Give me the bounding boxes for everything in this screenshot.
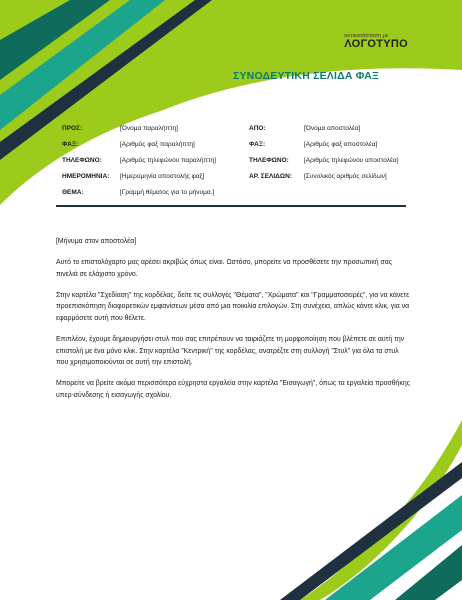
fax-to-label: ΦΑΞ:	[62, 141, 79, 148]
body-paragraph[interactable]: Αυτό το επιστολόχαρτο μας αρέσει ακριβώς όπως είναι. Ωστόσο, μπορείτε να προσθέσετε την προσωπική σας πινελιά σε ελάχιστο χρόνο.	[56, 259, 393, 278]
fax-to-value[interactable]: [Αριθμός φαξ παραλήπτη]	[120, 141, 195, 148]
pages-value[interactable]: [Συνολικός αριθμός σελίδων]	[304, 173, 387, 180]
header-divider	[56, 205, 406, 207]
to-label: ΠΡΟΣ:	[62, 125, 83, 132]
logo-text: ΛΟΓΟΤΥΠΟ	[344, 38, 408, 50]
phone-to-label: ΤΗΛΕΦΩΝΟ:	[62, 157, 102, 164]
phone-from-label: ΤΗΛΕΦΩΝΟ:	[249, 157, 289, 164]
subject-value[interactable]: [Γραμμή θέματος για το μήνυμα.]	[120, 189, 215, 196]
page-title: ΣΥΝΟΔΕΥΤΙΚΗ ΣΕΛΙΔΑ ΦΑΞ	[232, 70, 380, 82]
to-value[interactable]: [Όνομα παραλήπτη]	[120, 125, 178, 132]
body-paragraph[interactable]: Επιπλέον, έχουμε δημιουργήσει στυλ που σας επιτρέπουν να ταιριάζετε τη μορφοποίηση που βλέπετε σε αυτή την επιστολή με ένα μόνο κλικ. Στην καρτέλα "Κεντρική" της κορδέλας, ανατρέξτε στη συλλογή "Στυλ" για όλα τα στυλ που χρησιμοποιούνται σε αυτή την επιστολή.	[56, 336, 405, 367]
date-value[interactable]: [Ημερομηνία αποστολής φαξ]	[120, 173, 205, 180]
message-placeholder[interactable]: [Μήνυμα στον αποστολέα]	[56, 238, 137, 245]
fax-from-label: ΦΑΞ:	[249, 141, 266, 148]
from-value[interactable]: [Όνομα αποστολέα]	[304, 125, 361, 132]
logo-placeholder[interactable]	[344, 33, 408, 50]
pages-label: ΑΡ. ΣΕΛΙΔΩΝ:	[249, 173, 292, 180]
message-body[interactable]	[56, 236, 412, 411]
phone-to-value[interactable]: [Αριθμός τηλεφώνου παραλήπτη]	[120, 157, 216, 164]
logo-subtext: αντικατάσταση με	[344, 33, 389, 39]
date-label: ΗΜΕΡΟΜΗΝΙΑ:	[62, 173, 110, 180]
body-paragraph[interactable]: Στην καρτέλα "Σχεδίαση" της κορδέλας, δείτε τις συλλογές "Θέματα", "Χρώματα" και "Γραμματοσειρές", για να κάνετε προεπισκόπηση διαφορετικών εμφανίσεων μέσα από μια ποικιλία επιλογών. Στη συνέχεια, απλώς κάντε κλικ, για να εφαρμόσετε αυτή που θέλετε.	[56, 291, 410, 322]
phone-from-value[interactable]: [Αριθμός τηλεφώνου αποστολέα]	[304, 157, 399, 164]
fax-from-value[interactable]: [Αριθμός φαξ αποστολέα]	[304, 141, 378, 148]
from-label: ΑΠΟ:	[249, 125, 266, 132]
subject-label: ΘΕΜΑ:	[62, 189, 84, 196]
body-paragraph[interactable]: Μπορείτε να βρείτε ακόμα περισσότερα εύχρηστα εργαλεία στην καρτέλα "Εισαγωγή", όπως τα εργαλεία προσθήκης υπερ-σύνδεσης ή εισαγωγής σχολίου.	[56, 380, 410, 399]
